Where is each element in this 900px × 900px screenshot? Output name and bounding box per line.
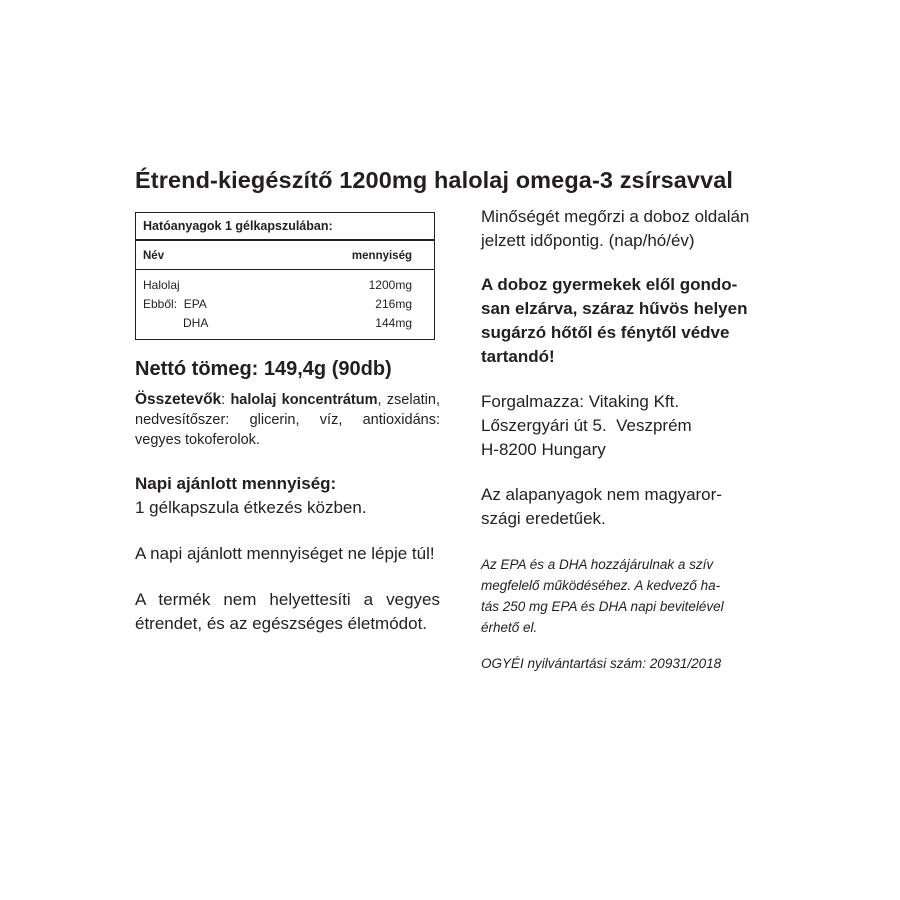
table-body (136, 270, 434, 339)
storage-line: san elzárva, száraz hűvös helyen (481, 299, 748, 318)
storage-line: sugárzó hőtől és fénytől védve (481, 323, 730, 342)
origin-line: Az alapanyagok nem magyaror- (481, 485, 722, 504)
row-label: DHA (183, 316, 209, 330)
ingredients-rest: , zselatin, nedvesítőszer: glicerin, víz, antioxidáns: vegyes tokoferolok. (135, 392, 440, 448)
dosage (135, 472, 440, 520)
distributor-line: Lőszergyári út 5. Veszprém (481, 416, 692, 435)
table-column-headers (136, 241, 434, 270)
row-value: 144mg (375, 316, 412, 330)
warning-dose: A napi ajánlott mennyiséget ne lépje túl! (135, 544, 435, 563)
storage-line: tartandó! (481, 347, 555, 366)
net-weight: Nettó tömeg: 149,4g (90db) (135, 358, 392, 380)
registration-number: OGYÉI nyilvántartási szám: 20931/2018 (481, 656, 722, 671)
storage-line: A doboz gyermekek elől gondo- (481, 275, 738, 294)
claim-line: tás 250 mg EPA és DHA napi bevitelével (481, 599, 724, 614)
column-name: Név (143, 250, 165, 262)
table-row (143, 314, 412, 333)
left-column (135, 212, 440, 636)
origin (481, 483, 791, 531)
storage-warning (481, 273, 791, 369)
claim-line: Az EPA és a DHA hozzájárulnak a szív (481, 557, 714, 572)
dosage-heading: Napi ajánlott mennyiség: (135, 474, 337, 493)
best-before-line: jelzett időpontig. (nap/hó/év) (481, 231, 695, 250)
row-label: Ebből: EPA (143, 297, 207, 311)
row-label: Halolaj (143, 278, 180, 292)
dosage-text: 1 gélkapszula étkezés közben. (135, 498, 367, 517)
ingredients (135, 390, 440, 450)
column-amount: mennyiség (351, 250, 412, 262)
distributor (481, 390, 791, 462)
ingredients-label: Összetevők (135, 391, 222, 408)
distributor-line: H-8200 Hungary (481, 440, 606, 459)
right-column (481, 205, 791, 674)
best-before-line: Minőségét megőrzi a doboz oldalán (481, 207, 750, 226)
warning-diet: A termék nem helyettesíti a vegyes étrendet, és az egészséges életmódot. (135, 590, 440, 633)
claim-line: megfelelő működéséhez. A kedvező ha- (481, 578, 721, 593)
distributor-line: Forgalmazza: Vitaking Kft. (481, 392, 680, 411)
claim-line: érhető el. (481, 620, 538, 635)
ingredients-main: halolaj koncentrátum (230, 392, 378, 408)
product-title: Étrend-kiegészítő 1200mg halolaj omega-3 zsírsavval (135, 167, 734, 193)
table-row (143, 295, 412, 314)
row-value: 1200mg (368, 278, 412, 292)
health-claim (481, 554, 791, 638)
table-heading: Hatóanyagok 1 gélkapszulában: (136, 213, 434, 241)
origin-line: szági eredetűek. (481, 509, 606, 528)
table-row (143, 276, 412, 295)
nutrition-table (135, 212, 435, 340)
ingredients-colon: : (221, 392, 231, 408)
best-before (481, 205, 791, 253)
row-value: 216mg (375, 297, 412, 311)
